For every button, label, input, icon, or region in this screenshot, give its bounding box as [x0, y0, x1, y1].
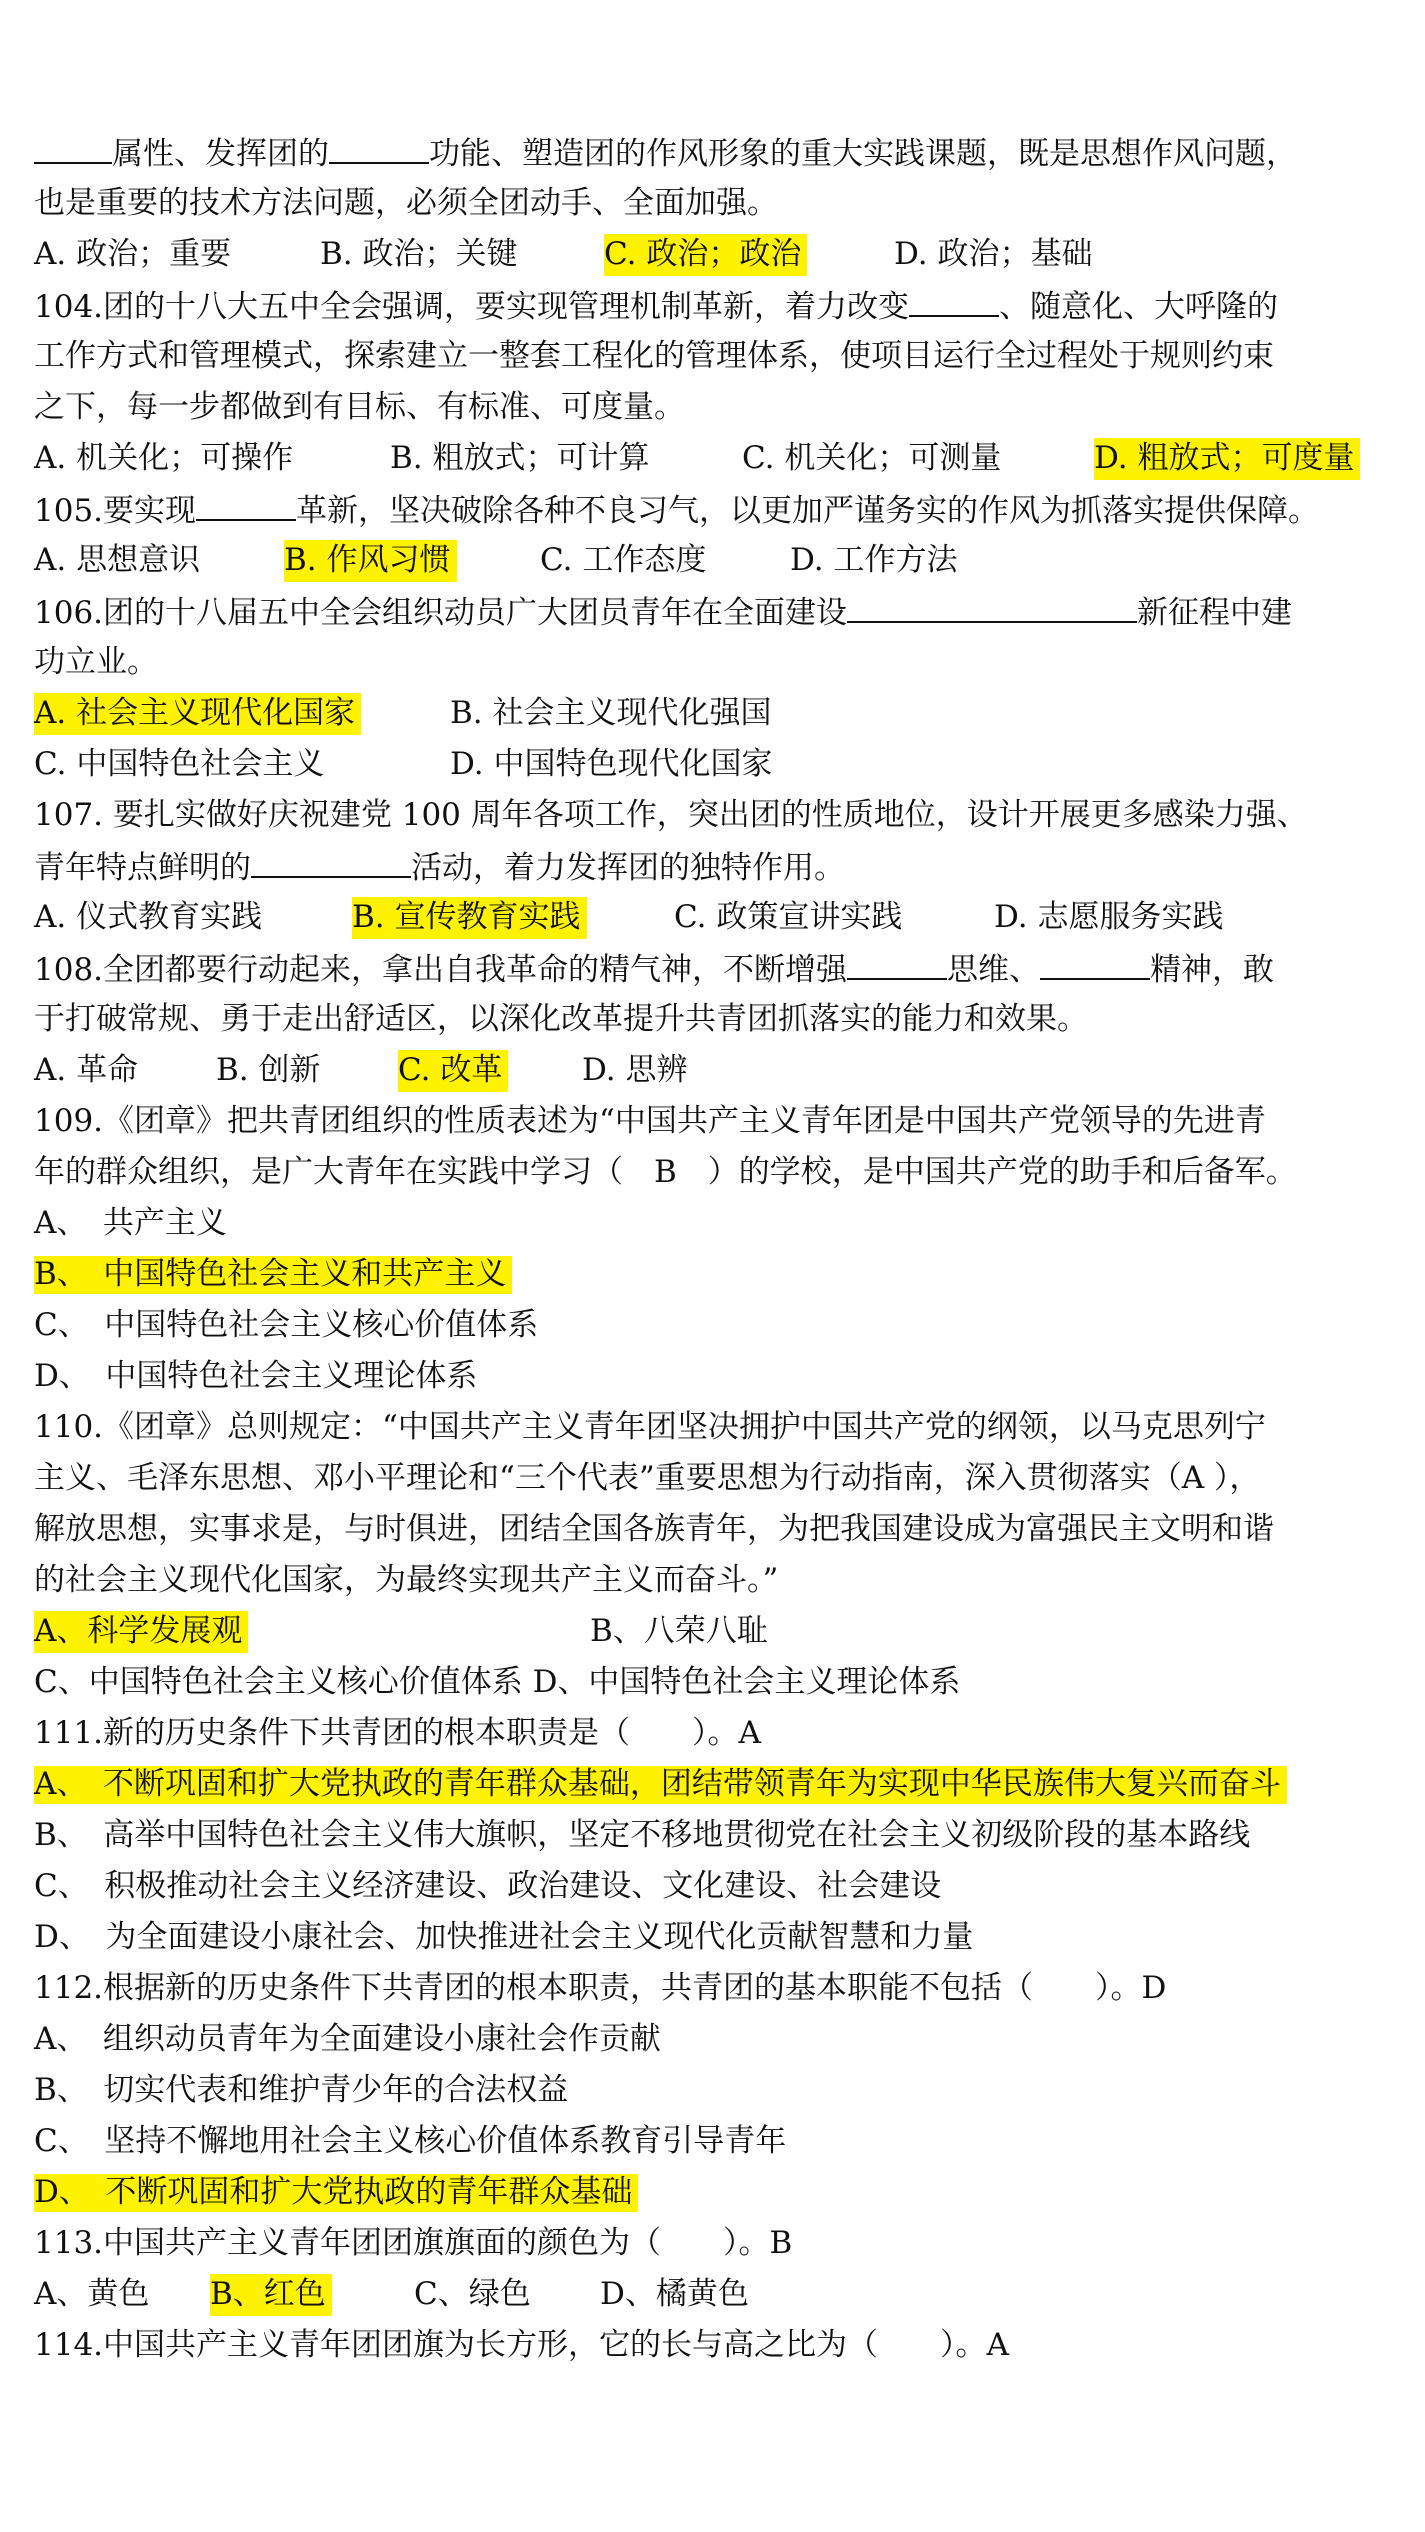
option-b: B. 政治；关键 [320, 236, 518, 272]
option-b: B. 创新 [216, 1052, 321, 1088]
q111-option-c: C、 积极推动社会主义经济建设、政治建设、文化建设、社会建设 [34, 1868, 942, 1904]
q110-line-3: 解放思想，实事求是，与时俱进，团结全国各族青年，为把我国建设成为富强民主文明和谐 [34, 1511, 1274, 1547]
q110-line-4: 的社会主义现代化国家，为最终实现共产主义而奋斗。” [34, 1562, 779, 1598]
q111-option-b: B、 高举中国特色社会主义伟大旗帜，坚定不移地贯彻党在社会主义初级阶段的基本路线 [34, 1817, 1251, 1853]
q110-options-row-1 [34, 1611, 1405, 1655]
option-d: D. 工作方法 [790, 542, 958, 578]
q107-options [34, 897, 1405, 941]
option-a: A. 政治；重要 [34, 236, 232, 272]
option-d: D. 志愿服务实践 [994, 899, 1224, 935]
q104-line-3: 之下，每一步都做到有目标、有标准、可度量。 [34, 389, 685, 425]
q106-options-row-1 [34, 693, 1405, 737]
option-d-highlighted: D、 不断巩固和扩大党执政的青年群众基础 [34, 2174, 638, 2212]
answer-blank [1040, 948, 1150, 980]
option-d: D、橘黄色 [600, 2276, 749, 2312]
q109-line-1: 109.《团章》把共青团组织的性质表述为“中国共产主义青年团是中国共产党领导的先进青 [34, 1103, 1266, 1139]
q109-option-c: C、 中国特色社会主义核心价值体系 [34, 1307, 539, 1343]
answer-blank [909, 285, 999, 317]
q110-line-2: 主义、毛泽东思想、邓小平理论和“三个代表”重要思想为行动指南，深入贯彻落实（A ）， [34, 1460, 1261, 1496]
option-c: C. 中国特色社会主义 [34, 746, 325, 782]
option-a: A. 仪式教育实践 [34, 899, 263, 935]
option-a: A. 机关化；可操作 [34, 440, 294, 476]
q113-options [34, 2274, 1405, 2318]
option-d-highlighted: D. 粗放式；可度量 [1094, 438, 1360, 480]
q110-line-1: 110.《团章》总则规定：“中国共产主义青年团坚决拥护中国共产党的纲领，以马克思列宁 [34, 1409, 1266, 1445]
option-a: A、黄色 [34, 2276, 150, 2312]
option-a-highlighted: A、科学发展观 [34, 1611, 248, 1653]
q106-line-2: 功立业。 [34, 644, 158, 680]
q109-option-d: D、 中国特色社会主义理论体系 [34, 1358, 478, 1394]
answer-blank [847, 948, 947, 980]
q110-options-row-2 [34, 1662, 1405, 1706]
option-a-highlighted: A. 社会主义现代化国家 [34, 693, 361, 735]
q108-options [34, 1050, 1405, 1094]
q112-option-c: C、 坚持不懈地用社会主义核心价值体系教育引导青年 [34, 2123, 787, 2159]
q112-line-1: 112.根据新的历史条件下共青团的根本职责，共青团的基本职能不包括（ ）。D [34, 1970, 1167, 2006]
q104-line-2: 工作方式和管理模式，探索建立一整套工程化的管理体系，使项目运行全过程处于规则约束 [34, 338, 1274, 374]
option-c: C. 政策宣讲实践 [674, 899, 903, 935]
q104-options [34, 438, 1405, 482]
q106-options-row-2 [34, 744, 1405, 788]
option-a-highlighted: A、 不断巩固和扩大党执政的青年群众基础，团结带领青年为实现中华民族伟大复兴而奋斗 [34, 1766, 1287, 1804]
q109-line-2: 年的群众组织，是广大青年在实践中学习（ B ）的学校，是中国共产党的助手和后备军。 [34, 1154, 1297, 1190]
option-a: A. 思想意识 [34, 542, 201, 578]
option-c-highlighted: C. 改革 [398, 1050, 508, 1092]
option-c: C、中国特色社会主义核心价值体系 [34, 1664, 523, 1700]
answer-blank [196, 489, 296, 521]
q103-line-2: 也是重要的技术方法问题，必须全团动手、全面加强。 [34, 185, 778, 221]
q111-line-1: 111.新的历史条件下共青团的根本职责是（ ）。A [34, 1715, 761, 1751]
q103-options [34, 234, 1405, 278]
answer-blank [34, 132, 112, 164]
answer-blank [251, 846, 411, 878]
option-b-highlighted: B、 中国特色社会主义和共产主义 [34, 1256, 512, 1294]
q106-line-1: 106.团的十八届五中全会组织动员广大团员青年在全面建设 新征程中建 [34, 591, 1405, 635]
q112-option-d [34, 2172, 1405, 2216]
answer-blank [847, 591, 1137, 623]
q105-options [34, 540, 1405, 584]
option-d: D. 中国特色现代化国家 [450, 746, 773, 782]
q111-option-d: D、 为全面建设小康社会、加快推进社会主义现代化贡献智慧和力量 [34, 1919, 974, 1955]
q107-line-2: 青年特点鲜明的 活动，着力发挥团的独特作用。 [34, 846, 1405, 890]
q108-line-1: 108.全团都要行动起来，拿出自我革命的精气神，不断增强 思维、 精神，敢 [34, 948, 1405, 992]
option-d: D. 政治；基础 [894, 236, 1093, 272]
option-d: D. 思辨 [582, 1052, 688, 1088]
option-a: A. 革命 [34, 1052, 139, 1088]
option-c: C. 工作态度 [540, 542, 707, 578]
q109-option-a: A、 共产主义 [34, 1205, 227, 1241]
q112-option-a: A、 组织动员青年为全面建设小康社会作贡献 [34, 2021, 661, 2057]
q105-line-1: 105.要实现 革新，坚决破除各种不良习气，以更加严谨务实的作风为抓落实提供保障。 [34, 489, 1405, 533]
q107-line-1: 107. 要扎实做好庆祝建党 100 周年各项工作，突出团的性质地位，设计开展更多感染力强、 [34, 797, 1308, 833]
option-b: B. 粗放式；可计算 [390, 440, 650, 476]
q113-line-1: 113.中国共产主义青年团团旗旗面的颜色为（ ）。B [34, 2225, 793, 2261]
option-c-highlighted: C. 政治；政治 [604, 234, 807, 276]
q114-line-1: 114.中国共产主义青年团团旗为长方形，它的长与高之比为（ ）。A [34, 2327, 1009, 2363]
q103-line-1: 属性、发挥团的 功能、塑造团的作风形象的重大实践课题，既是思想作风问题， [34, 132, 1405, 176]
q111-option-a [34, 1764, 1405, 1808]
option-b-highlighted: B、红色 [210, 2274, 332, 2316]
option-c: C、绿色 [414, 2276, 531, 2312]
answer-blank [329, 132, 429, 164]
option-b: B、八荣八耻 [590, 1613, 768, 1649]
option-b-highlighted: B. 宣传教育实践 [352, 897, 587, 939]
option-c: C. 机关化；可测量 [742, 440, 1002, 476]
option-b: B. 社会主义现代化强国 [450, 695, 772, 731]
q109-option-b [34, 1254, 1405, 1298]
q112-option-b: B、 切实代表和维护青少年的合法权益 [34, 2072, 569, 2108]
option-b-highlighted: B. 作风习惯 [284, 540, 457, 582]
q108-line-2: 于打破常规、勇于走出舒适区，以深化改革提升共青团抓落实的能力和效果。 [34, 1001, 1088, 1037]
option-d: D、中国特色社会主义理论体系 [532, 1664, 961, 1700]
q104-line-1: 104.团的十八大五中全会强调，要实现管理机制革新，着力改变 、随意化、大呼隆的 [34, 285, 1405, 329]
